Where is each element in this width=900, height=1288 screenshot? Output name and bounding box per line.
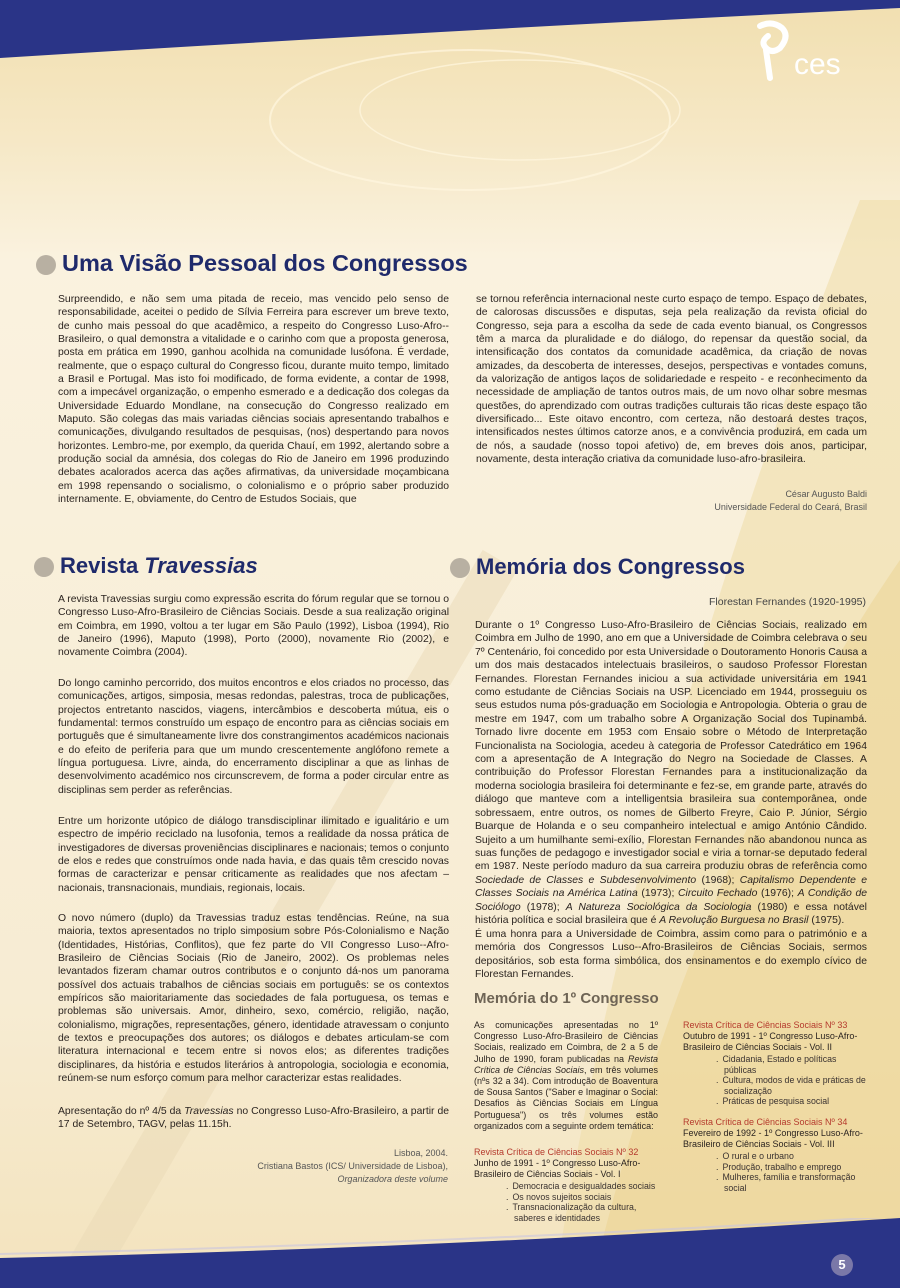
volume-date: Junho de 1991 - 1º Congresso Luso-Afro-Brasileiro de Ciências Sociais - Vol. I (474, 1158, 641, 1180)
list-item: . Práticas de pesquisa social (716, 1096, 866, 1107)
signature-place: Lisboa, 2004. (393, 1148, 448, 1158)
article-title-visao-pessoal (36, 250, 468, 277)
text-run: (1973); (637, 888, 679, 900)
article2-paragraph-3: Entre um horizonte utópico de diálogo transdisciplinar ilimitado e igualitário e um espectro de império reciclado na lusofonia, temos a realidade da nossa prática de investigadores de diversas proveniências disciplinares e nacionais; temos o conjunto de elos e redes que construímos onde nada havia, e das quais têm crescido novas formas de caracterizar e pensar criticamente as realidades que nos afectam – nacionais, transnacionais, mundiais, regionais, locais. (58, 816, 449, 894)
title-prefix: Revista (60, 553, 145, 578)
text-run: As comunicações apresentadas no 1º Congresso Luso-Afro-Brasileiro de Ciências Sociais, realizado em Coimbra, de 2 a 5 de Julho de 1990, foram publicadas na (474, 1020, 658, 1064)
title-italic: Travessias (144, 553, 258, 578)
article2-paragraph-5 (58, 1105, 449, 1132)
list-item: . Democracia e desigualdades sociais (506, 1181, 666, 1192)
text-run: (1968); (696, 874, 740, 886)
text-run-italic: Travessias (184, 1106, 234, 1117)
article-title-revista-travessias (34, 553, 258, 579)
text-run: Durante o 1º Congresso Luso-Afro-Brasileiro de Ciências Sociais, realizado em Coimbra em Julho de 1990, ano em que a Universidade de Coimbra celebrava o seu 7º Centenário, foi concedido por esta Universidade o Doutoramento Honoris Causa a um dos mais destacados intelectuais brasileiros, o saudoso Professor Florestan Fernandes. Florestan Fernandes iniciou a sua actividade universitária em 1941 como estudante de Ciências Sociais na USP. Licenciado em 1944, prosseguiu os seus estudos numa pós-graduação em Sociologia e Antropologia. Obteria o grau de mestre em 1947, com um trabalho sobre A Organização Social dos Tupinambá. Tornado livre docente em 1953 com Ensaio sobre o Método de Interpretação Funcionalista na Sociologia, acedeu à categoria de Professor Catedrático em 1964 com a apresentação de A Integração do Negro na Sociedade de Classes. A contribuição do Professor Florestan Fernandes para a institucionalização da moderna sociologia brasileira foi determinante e fez-se, em grande parte, através do diálogo que manteve com a intelligentsia brasileira sua contemporânea, onde sobressaem, entre outros, os nomes de Gilberto Freyre, Caio P. Júnior, Sérgio Buarque de Holanda e o seu companheiro intelectual e amigo António Cândido. Sujeito a um humilhante semi-exílio, Florestan Fernandes não abandonou nunca as suas funções de pedagogo e investigador social e viria a tornar-se deputado federal em 1987. Neste período maduro da sua carreira produziu obras de referência como (475, 620, 867, 873)
page-number: 5 (831, 1254, 853, 1276)
logo-text: ces (794, 48, 841, 81)
signature-name: Cristiana Bastos (ICS/ Universidade de Lisboa), (257, 1161, 448, 1171)
text-run: Apresentação do nº 4/5 da (58, 1106, 185, 1117)
author-affiliation: Universidade Federal do Ceará, Brasil (714, 502, 867, 512)
article2-paragraph-4: O novo número (duplo) da Travessias traduz estas tendências. Reúne, na sua maioria, textos apresentados no triplo simposium sobre Pós-Colonialismo e Nação (Identidades, Histórias, Conflitos), que fez parte do VII Congresso Luso--Afro-Brasileiro de Ciências Sociais (Rio de Janeiro, 2002). Os problemas neles levantados fizeram chamar outros contributos e o conjunto dá-nos um panorama possível dos actuais trabalhos de ciências sociais em português: se os contextos empíricos são maioritariamente das sociedades de fala portuguesa, os temas e problemas são universais. Amor, dinheiro, sexo, comércio, religião, nação, colonialismo, migrações, representações, género, identidade atravessam o conjunto de textos e preocupações dos autores; os diálogos e debates articulam-se com literatura internacional e tecem entre si novos elos; as diferentes tradições disciplinares, da história e estudos literários à antropologia, sociologia e economia, reúnem-se num esforço comum para melhor caracterizar estas realidades. (58, 913, 449, 1085)
title-bullet-icon (450, 558, 470, 578)
signature-role-text: Organizadora deste volume (337, 1174, 448, 1184)
ces-logo (750, 20, 850, 90)
book-title: A Condição de Sociólogo (475, 888, 868, 913)
book-title: Sociedade de Classes e Subdesenvolvimento (475, 874, 697, 886)
volume-topics (716, 1151, 866, 1193)
signature-role (200, 1173, 448, 1186)
list-item: . Mulheres, família e transformação social (716, 1172, 866, 1193)
volume-heading: Revista Crítica de Ciências Sociais Nº 34 (683, 1117, 848, 1127)
article-title-memoria-congressos (450, 554, 745, 580)
article-title-text: Uma Visão Pessoal dos Congressos (62, 250, 468, 276)
book-title: A Revolução Burguesa no Brasil (659, 914, 809, 926)
book-title: Circuito Fechado (678, 888, 758, 900)
logo-mark-icon (750, 20, 794, 82)
article1-signature (600, 488, 867, 514)
list-item: . O rural e o urbano (716, 1151, 866, 1162)
box-intro (474, 1020, 658, 1132)
list-item: . Cultura, modos de vida e práticas de socialização (716, 1075, 866, 1096)
title-bullet-icon (36, 255, 56, 275)
book-title: Capitalismo Dependente e Classes Sociais na América Latina (475, 874, 867, 900)
text-run: (1975). (808, 914, 845, 926)
volume-heading: Revista Crítica de Ciências Sociais Nº 33 (683, 1020, 848, 1030)
title-bullet-icon (34, 557, 54, 577)
text-run: (1980) e essa notável história política e social brasileira que é (475, 901, 867, 926)
text-run: no Congresso Luso-Afro-Brasileiro, a partir de 17 de Setembro, TAGV, pelas 11.15h. (58, 1106, 450, 1131)
article3-paragraph-1 (475, 619, 867, 927)
list-item: . Os novos sujeitos sociais (506, 1192, 666, 1203)
text-run: , em três volumes (nºs 32 a 34). Com introdução de Boaventura de Sousa Santos ("Saber e Imaginar o Social: Desafios às Ciências Sociais em Língua Portuguesa") os três volumes estão organizados com a seguinte ordem temática: (474, 1064, 658, 1131)
article2-paragraph-1: A revista Travessias surgiu como expressão escrita do fórum regular que se tornou o Congresso Luso-Afro-Brasileiro de Ciências Sociais. Desde a sua realização original em Coimbra, em 1990, voltou a ter lugar em São Paulo (1992), Lisboa (1994), Rio de Janeiro (1996), Maputo (1998), Porto (2000), novamente Rio (2002), e novamente Coimbra (2004). (58, 594, 449, 659)
author-name: César Augusto Baldi (785, 489, 867, 499)
volume-heading: Revista Crítica de Ciências Sociais Nº 32 (474, 1147, 639, 1157)
text-run: (1978); (520, 901, 566, 913)
volume-date: Outubro de 1991 - 1º Congresso Luso-Afro-Brasileiro de Ciências Sociais - Vol. II (683, 1031, 858, 1053)
list-item: . Cidadania, Estado e políticas públicas (716, 1054, 866, 1075)
volume-topics (716, 1054, 866, 1107)
book-title: A Natureza Sociológica da Sociologia (565, 901, 752, 913)
list-item: . Produção, trabalho e emprego (716, 1162, 866, 1173)
box-title: Memória do 1º Congresso (474, 990, 659, 1007)
list-item: . Transnacionalização da cultura, saberes e identidades (506, 1202, 666, 1223)
footer-band (0, 1218, 900, 1288)
article-title-text: Memória dos Congressos (476, 554, 745, 579)
text-run: (1976); (757, 888, 798, 900)
article3-subtitle: Florestan Fernandes (1920-1995) (708, 596, 866, 608)
article2-signature (200, 1147, 448, 1186)
article2-paragraph-2: Do longo caminho percorrido, dos muitos encontros e elos criados no processo, das comunicações, artigos, simposia, mesas redondas, palestras, troca de publicações, projectos entretanto nascidos, viagens, intercâmbios e descoberta mútua, eis o fundamental: termos construído um espaço de encontro para as ciências sociais em português que é simultaneamente livre dos constrangimentos académicos nacionais e do efeito de periferia para que um mundo crescentemente anglófono remete a língua portuguesa. Livre, ainda, do encerramento disciplinar a que as linhas de desenvolvimento académico nos circunscrevem, de forma a poder circular entre as disciplinas sem perder as referências. (58, 678, 449, 796)
volume-date: Fevereiro de 1992 - 1º Congresso Luso-Afro-Brasileiro de Ciências Sociais - Vol. III (683, 1128, 863, 1150)
article3-paragraph-2: É uma honra para a Universidade de Coimbra, assim como para o património e a memória dos Congressos Luso--Afro-Brasileiros de Ciências Sociais, sermos depositários, sob esta forma simbólica, dos ensinamentos e do exemplo cívico de Florestan Fernandes. (475, 929, 867, 981)
article1-column1: Surpreendido, e não sem uma pitada de receio, mas vencido pelo senso de responsabilidade, aceitei o pedido de Sílvia Ferreira para escrever um breve texto, de cunho mais pessoal do que acadêmico, a respeito do Congresso Luso-Afro--Brasileiro, o qual demonstra a vitalidade e o carinho com que a proposta generosa, posta em prática em 1990, ganhou acolhida na comunidade lusófona. É verdade, realmente, que o espaço cultural do Congresso ficou, durante muito tempo, limitado a Brasil e Portugal. Mas isto foi modificado, de forma evidente, a contar de 1998, com a impecável organização, o empenho esmerado e a dedicação dos colegas da Universidade Eduardo Mondlane, na consecução do Congresso realizado em Maputo. São colegas das mais variadas ciências sociais apresentando trabalhos e comunicações, divulgando resultados de pesquisas, (nos) despertando para novos horizontes. Lembro-me, por exemplo, da querida Chauí, em 1992, alertando sobre a produção social da amnésia, dos colegas do Rio de Janeiro em 1996 produzindo debates acalorados acerca das ações afirmativas, da universidade moçambicana em 1998 repensando o socialismo, o colonialismo e o próprio saber produzido internamente. E, obviamente, do Centro de Estudos Sociais, que (58, 294, 449, 506)
journal-title: Revista Crítica de Ciências Sociais (474, 1053, 658, 1075)
article1-column2: se tornou referência internacional neste curto espaço de tempo. Espaço de debates, de calorosas discussões e disputas, seja pela realização da revista oficial do Congresso, seja para a escolha da sede de cada evento bianual, os Congressos têm a marca da pluralidade e do diálogo, do repensar da questão social, da intensificação dos contatos da comunidade acadêmica, da criação de novas amizades, da descoberta de interesses, desejos, perspectivas e vontades comuns, da valorização de antigos laços de solidariedade e respeito - e reconhecimento da necessidade de ampliação de tantos outros mais, de um novo olhar sobre mesmas questões, do aprendizado com outras tradições culturais tão ricas deste espaço tão diversificado... Este oitavo encontro, com certeza, não destoará destes traços, intensificados nestes últimos catorze anos, e a convivência produzirá, em cada um de nós, a saudade (nosso topoi afetivo) de, em breves dois anos, participar, novamente, desta interação criativa da comunidade luso-afro-brasileira. (476, 294, 867, 466)
